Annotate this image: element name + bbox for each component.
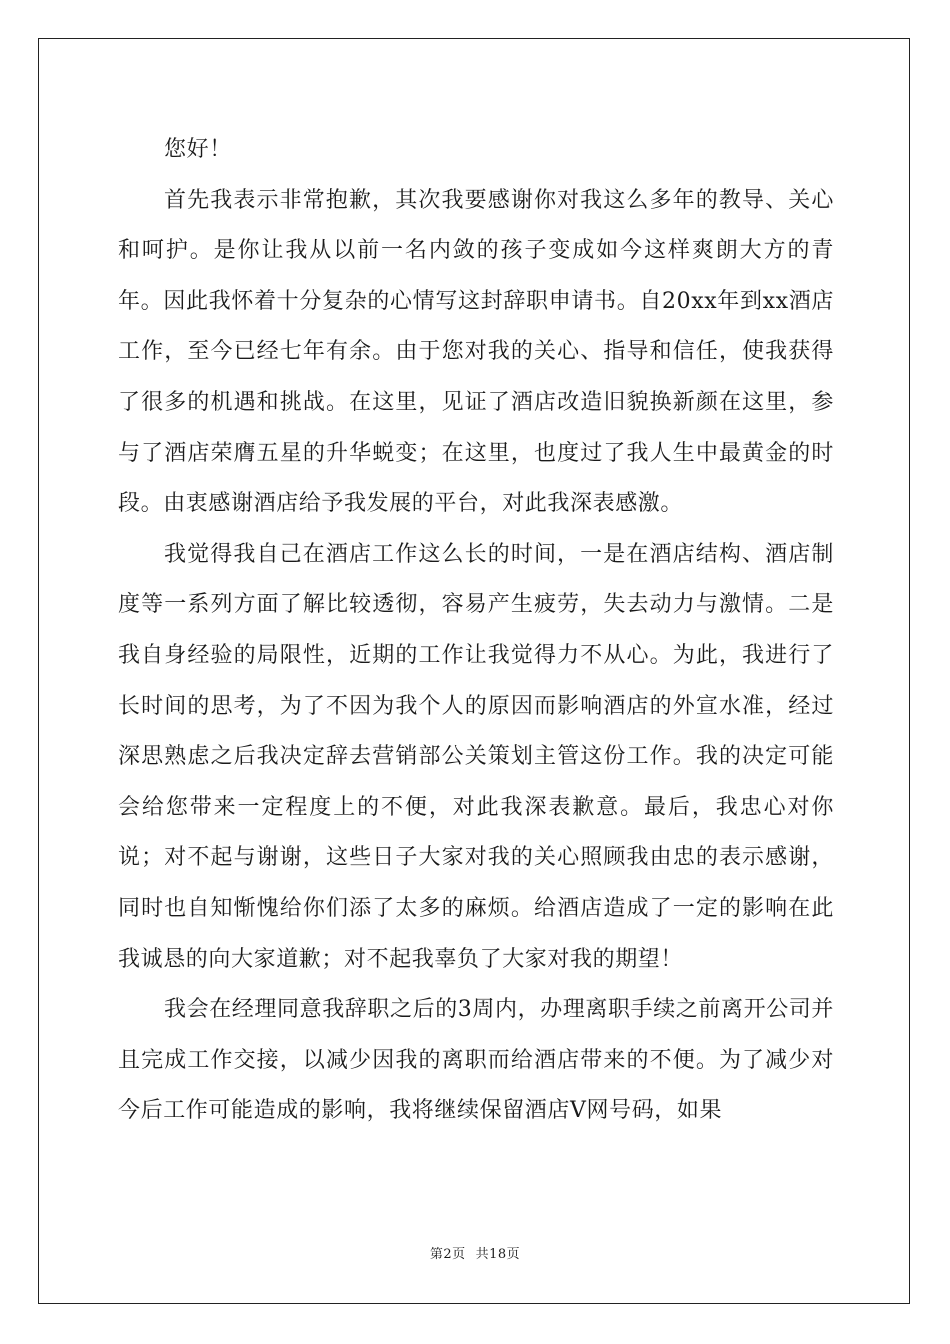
page-number: 第2页 <box>429 1247 466 1262</box>
greeting-paragraph: 您好！ <box>164 137 232 162</box>
body-paragraph: 我会在经理同意我辞职之后的3周内，办理离职手续之前离开公司并且完成工作交接，以减少因我的离职而给酒店带来的不便。为了减少对今后工作可能造成的影响，我将继续保留酒店V网号码，如果 <box>118 997 834 1124</box>
page-total: 共18页 <box>475 1247 521 1262</box>
letter-body <box>118 125 834 1137</box>
body-paragraph: 我觉得我自己在酒店工作这么长的时间，一是在酒店结构、酒店制度等一系列方面了解比较透彻，容易产生疲劳，失去动力与激情。二是我自身经验的局限性，近期的工作让我觉得力不从心。为此，我进行了长时间的思考，为了不因为我个人的原因而影响酒店的外宣水准，经过深思熟虑之后我决定辞去营销部公关策划主管这份工作。我的决定可能会给您带来一定程度上的不便，对此我深表歉意。最后，我忠心对你说；对不起与谢谢，这些日子大家对我的关心照顾我由忠的表示感谢，同时也自知惭愧给你们添了太多的麻烦。给酒店造成了一定的影响在此我诚恳的向大家道歉；对不起我辜负了大家对我的期望！ <box>118 541 834 972</box>
body-paragraph: 首先我表示非常抱歉，其次我要感谢你对我这么多年的教导、关心和呵护。是你让我从以前一名内敛的孩子变成如今这样爽朗大方的青年。因此我怀着十分复杂的心情写这封辞职申请书。自20xx年到xx酒店工作，至今已经七年有余。由于您对我的关心、指导和信任，使我获得了很多的机遇和挑战。在这里，见证了酒店改造旧貌换新颜在这里，参与了酒店荣膺五星的升华蜕变；在这里，也度过了我人生中最黄金的时段。由衷感谢酒店给予我发展的平台，对此我深表感激。 <box>118 187 834 517</box>
page-footer <box>0 1245 950 1265</box>
